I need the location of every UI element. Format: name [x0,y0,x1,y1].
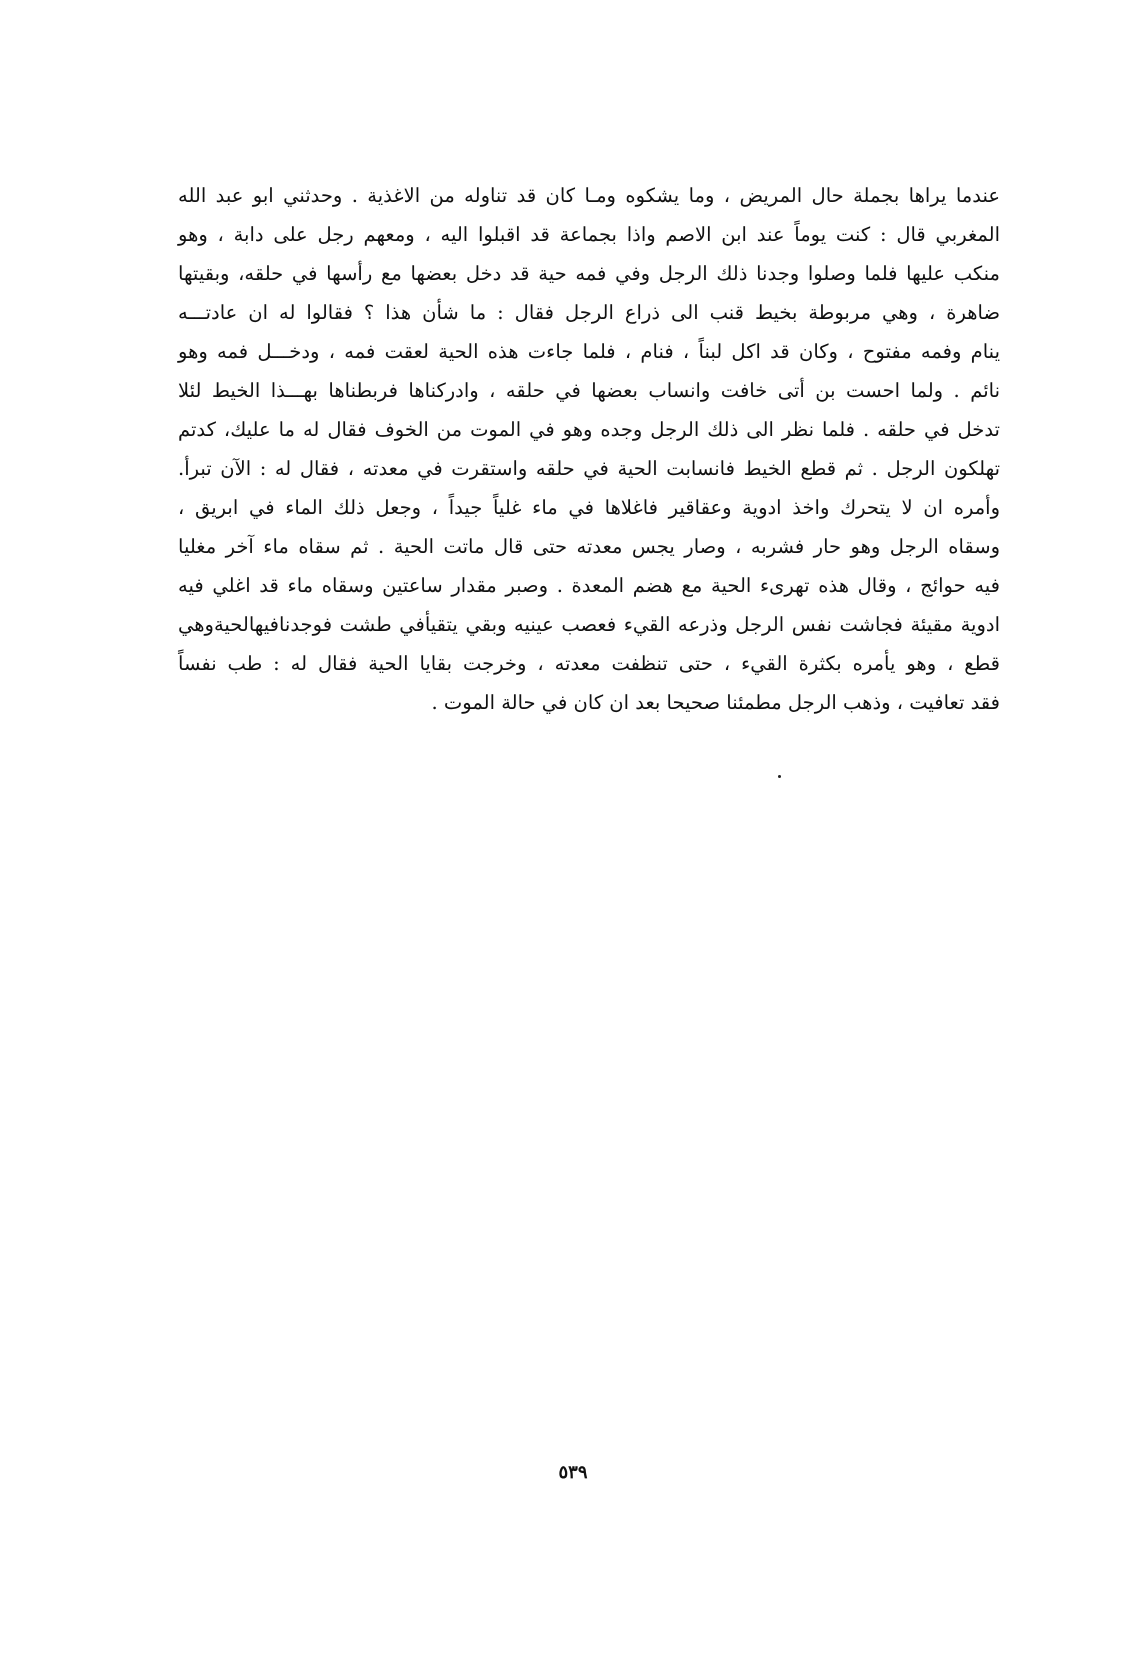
page-number: ٥٣٩ [558,1462,588,1483]
text-line-3: منكب عليها فلما وصلوا وجدنا ذلك الرجل وفي فمه حية قد دخل بعضها مع رأسها في حلقه، وبقيتها [178,262,1000,285]
text-line-6: نائم . ولما احست بن أتى خافت وانساب بعضها في حلقه ، وادركناها فربطناها بهـــذا الخيط لئلا [178,379,1000,402]
text-line-8: تهلكون الرجل . ثم قطع الخيط فانسابت الحية في حلقه واستقرت في معدته ، فقال له : الآن تبرأ. [178,457,1000,480]
text-line-5: ينام وفمه مفتوح ، وكان قد اكل لبناً ، فنام ، فلما جاءت هذه الحية لعقت فمه ، ودخـــل فمه وهو [178,340,1000,363]
text-line-4: ضاهرة ، وهي مربوطة بخيط قنب الى ذراع الرجل فقال : ما شأن هذا ؟ فقالوا له ان عادتـــه [178,301,1000,324]
text-line-2: المغربي قال : كنت يوماً عند ابن الاصم واذا بجماعة قد اقبلوا اليه ، ومعهم رجل على دابة ، وهو [178,223,1000,246]
text-line-11: فيه حوائج ، وقال هذه تهرىء الحية مع هضم المعدة . وصبر مقدار ساعتين وسقاه ماء قد اغلي فيه [178,574,1000,597]
text-line-7: تدخل في حلقه . فلما نظر الى ذلك الرجل وجده وهو في الموت من الخوف فقال له ما عليك، كدتم [178,418,1000,441]
text-line-10: وسقاه الرجل وهو حار فشربه ، وصار يجس معدته حتى قال ماتت الحية . ثم سقاه ماء آخر مغليا [178,535,1000,558]
stray-dot [778,775,781,778]
text-line-1: عندما يراها بجملة حال المريض ، وما يشكوه ومـا كان قد تناوله من الاغذية . وحدثني ابو عبد الله [178,184,1000,207]
text-line-13: قطع ، وهو يأمره بكثرة القيء ، حتى تنظفت معدته ، وخرجت بقايا الحية فقال له : طب نفساً [178,652,1000,675]
text-line-9: وأمره ان لا يتحرك واخذ ادوية وعقاقير فاغلاها في ماء غلياً جيداً ، وجعل ذلك الماء في ابريق ، [178,496,1000,519]
body-text [178,176,1000,722]
text-line-14: فقد تعافيت ، وذهب الرجل مطمئنا صحيحا بعد ان كان في حالة الموت . [431,691,1000,714]
text-line-12: ادوية مقيئة فجاشت نفس الرجل وذرعه القيء فعصب عينيه وبقي يتقيأفي طشت فوجدنافيهالحيةوهي [178,613,1000,636]
